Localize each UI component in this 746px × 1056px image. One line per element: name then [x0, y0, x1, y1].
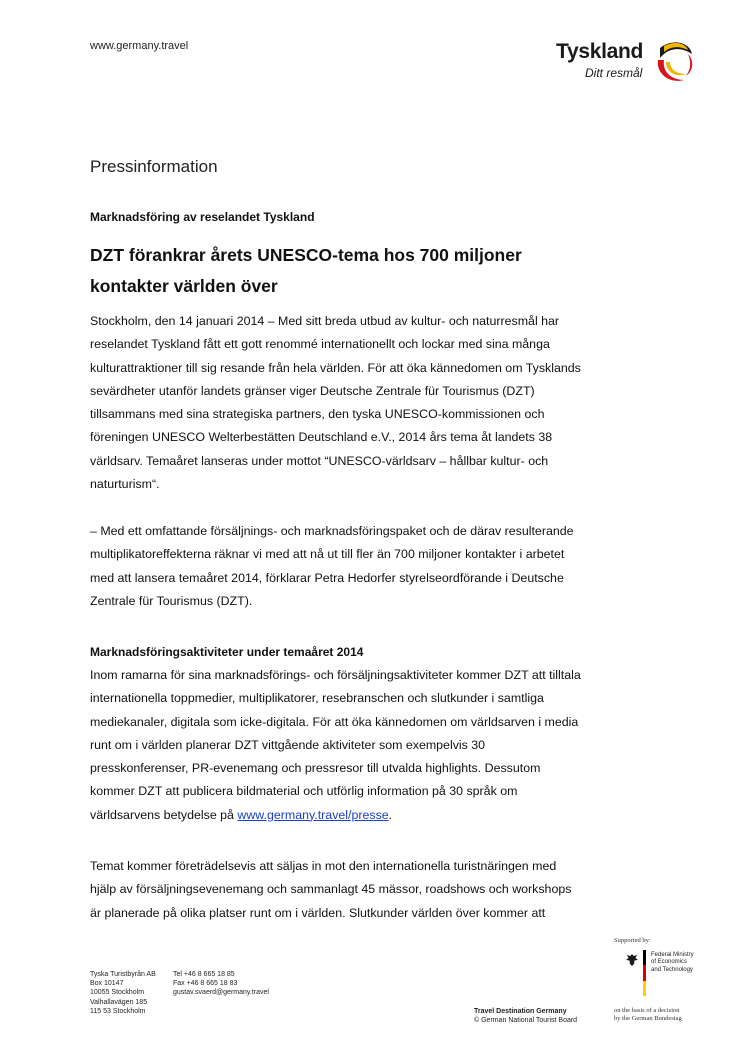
- footer-contact: [173, 970, 269, 998]
- text-line: Stockholm, den 14 januari 2014 – Med sitt breda utbud av kultur- och naturresmål har: [90, 314, 560, 328]
- headline: [90, 240, 650, 302]
- flag-red-segment: [643, 965, 646, 981]
- ministry-line: and Technology: [651, 966, 693, 973]
- text-line: reselandet Tyskland fått ett gott renommé internationellt och lockar med sina många: [90, 337, 550, 352]
- footer-fax: Fax +46 8 665 18 83: [173, 980, 238, 988]
- text-line: multiplikatoreffekterna räknar vi med att nå ut till fler än 700 miljoner kontakter i arbetet: [90, 547, 565, 562]
- federal-eagle-icon: [624, 952, 640, 968]
- headline-line: DZT förankrar årets UNESCO-tema hos 700 miljoner: [90, 245, 522, 265]
- logo-title: Tyskland: [556, 40, 644, 63]
- section-subhead: Marknadsföringsaktiviteter under temaåret 2014: [90, 645, 364, 659]
- footer-brand-title: Travel Destination Germany: [474, 1008, 567, 1015]
- site-url[interactable]: www.germany.travel: [90, 40, 189, 52]
- text-line: Zentrale für Tourismus (DZT).: [90, 593, 253, 608]
- bundestag-decision-note: [614, 1007, 682, 1023]
- text-line: – Med ett omfattande försäljnings- och marknadsföringspaket och de därav resulterande: [90, 524, 574, 538]
- footer-line: 10055 Stockholm: [90, 989, 145, 997]
- text-line: sevärdheter utanför landets gränser viger Deutsche Zentrale für Tourismus (DZT): [90, 383, 535, 398]
- footer-phone: Tel +46 8 665 18 85: [173, 971, 235, 978]
- text-line: runt om i världen planerar DZT vittgående aktiviteter som exempelvis 30: [90, 737, 486, 752]
- text-line: tillsammans med sina strategiska partners, den tyska UNESCO-kommissionen och: [90, 407, 545, 422]
- document-type: Pressinformation: [90, 157, 218, 176]
- footer-brand-subtitle: © German National Tourist Board: [474, 1017, 578, 1025]
- text-fragment: .: [388, 807, 393, 822]
- paragraph-sales: [90, 855, 650, 925]
- supported-by-label: Supported by:: [614, 937, 651, 944]
- text-line: föreningen UNESCO Welterbestätten Deutschland e.V., 2014 års tema åt landets 38: [90, 430, 553, 445]
- text-line: hjälp av försäljningsevenemang och sammanlagt 45 mässor, roadshows och workshops: [90, 882, 572, 897]
- flag-gold-segment: [643, 981, 646, 996]
- paragraph-intro: [90, 310, 650, 496]
- text-line: internationella toppmedier, multiplikatorer, resebranschen och slutkunder i samtliga: [90, 691, 544, 706]
- text-line: kommer DZT att publicera bildmaterial och utförlig information på 30 språk om: [90, 784, 518, 799]
- footer-email[interactable]: gustav.svaerd@germany.travel: [173, 989, 269, 997]
- decision-line: by the German Bundestag: [614, 1015, 682, 1022]
- ministry-line: of Economics: [651, 959, 688, 966]
- decision-line: on the basis of a decision: [614, 1007, 680, 1014]
- text-line: är planerade på olika platser runt om i världen. Slutkunder världen över kommer att: [90, 905, 546, 920]
- footer-line: Box 10147: [90, 980, 124, 988]
- paragraph-activities: [90, 664, 650, 827]
- text-line: naturturism“.: [90, 477, 160, 492]
- text-line: [90, 804, 650, 827]
- footer-line: Tyska Turistbyrån AB: [90, 971, 156, 978]
- kicker: Marknadsföring av reselandet Tyskland: [90, 210, 315, 224]
- ministry-name: [651, 952, 694, 974]
- footer-line: 115 53 Stockholm: [90, 1007, 146, 1015]
- text-line: Inom ramarna för sina marknadsförings- och försäljningsaktiviteter kommer DZT att tilltala: [90, 668, 581, 682]
- text-line: med att lansera temaåret 2014, förklarar Petra Hedorfer styrelseordförande i Deutsche: [90, 570, 564, 585]
- footer-line: Valhallavägen 185: [90, 998, 148, 1006]
- headline-line: kontakter världen över: [90, 276, 278, 296]
- press-link[interactable]: www.germany.travel/presse: [237, 807, 389, 822]
- footer-brand: [474, 1007, 577, 1025]
- german-flag-stripe: [643, 950, 646, 996]
- paragraph-quote: [90, 520, 650, 613]
- footer-company-address: [90, 970, 156, 1016]
- text-line: kulturattraktioner till sig resande från hela världen. För att öka kännedomen om Tysklands: [90, 360, 581, 375]
- flag-black-segment: [643, 950, 646, 965]
- ministry-line: Federal Ministry: [651, 952, 694, 958]
- text-line: världsarv. Temaåret lanseras under mottot “UNESCO-världsarv – hållbar kultur- och: [90, 453, 549, 468]
- logo-subtitle: Ditt resmål: [585, 66, 643, 80]
- text-line: mediekanaler, digitala som icke-digitala. För att öka kännedomen om världsarven i media: [90, 714, 579, 729]
- text-fragment: världsarvens betydelse på: [90, 807, 238, 822]
- dzt-swirl-logo-icon: [650, 36, 696, 86]
- text-line: presskonferenser, PR-evenemang och pressresor till utvalda highlights. Dessutom: [90, 761, 541, 776]
- text-line: Temat kommer företrädelsevis att säljas in mot den internationella turistnäringen med: [90, 859, 557, 873]
